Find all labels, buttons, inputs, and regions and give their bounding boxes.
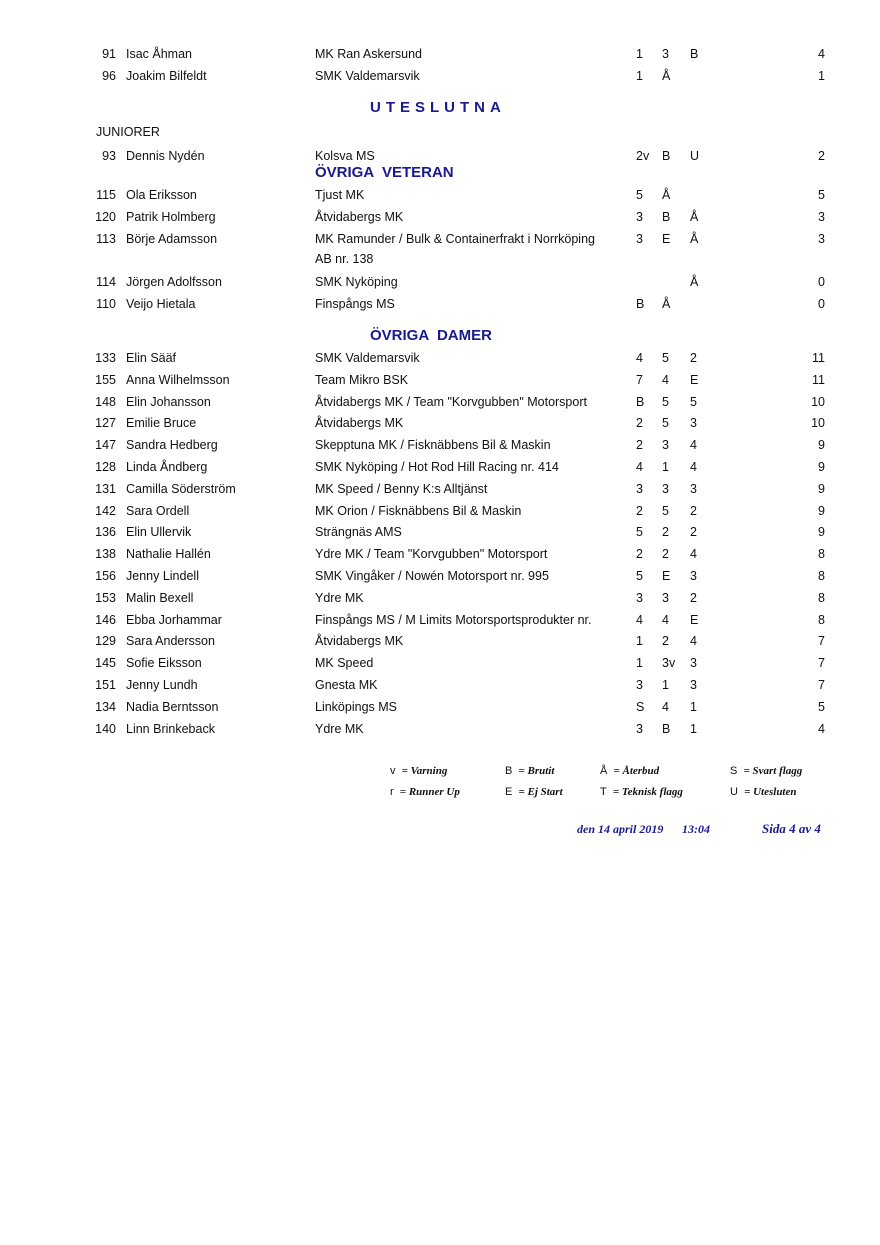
- heat-1-result: S: [636, 700, 645, 714]
- result-row: [0, 697, 880, 717]
- club-name: Ydre MK: [315, 591, 364, 605]
- result-row: [0, 479, 880, 499]
- driver-name: Jörgen Adolfsson: [126, 275, 222, 289]
- start-number: 134: [95, 700, 116, 714]
- heat-1-result: 3: [636, 210, 643, 224]
- heat-1-result: 2v: [636, 149, 650, 163]
- result-row: [0, 675, 880, 695]
- heat-1-result: 3: [636, 232, 643, 246]
- heat-3-result: 4: [690, 438, 697, 452]
- heat-2-result: 1: [662, 460, 669, 474]
- driver-name: Patrik Holmberg: [126, 210, 216, 224]
- heat-2-result: Å: [662, 69, 671, 83]
- club-name: Strängnäs AMS: [315, 525, 402, 539]
- club-name: MK Ramunder / Bulk & Containerfrakt i Norrköping: [315, 232, 595, 246]
- driver-name: Elin Sääf: [126, 351, 177, 365]
- heat-1-result: B: [636, 297, 645, 311]
- driver-name: Linda Åndberg: [126, 460, 208, 474]
- driver-name: Dennis Nydén: [126, 149, 205, 163]
- heat-2-result: 5: [662, 351, 669, 365]
- start-number: 114: [96, 275, 116, 289]
- heat-3-result: Å: [690, 232, 699, 246]
- heat-1-result: 1: [636, 656, 643, 670]
- club-name: SMK Nyköping: [315, 275, 398, 289]
- club-name: SMK Valdemarsvik: [315, 69, 420, 83]
- start-number: 110: [96, 297, 116, 311]
- total-points: 0: [818, 275, 825, 289]
- heat-2-result: E: [662, 232, 671, 246]
- club-name: Kolsva MS: [315, 149, 375, 163]
- heat-3-result: B: [690, 47, 699, 61]
- club-name: MK Speed / Benny K:s Alltjänst: [315, 482, 488, 496]
- heat-3-result: 1: [690, 700, 697, 714]
- heat-1-result: 2: [636, 547, 643, 561]
- heat-1-result: 4: [636, 351, 643, 365]
- heat-2-result: E: [662, 569, 671, 583]
- total-points: 9: [818, 482, 825, 496]
- heat-3-result: 5: [690, 395, 697, 409]
- start-number: 156: [95, 569, 116, 583]
- driver-name: Jenny Lindell: [126, 569, 199, 583]
- driver-name: Sandra Hedberg: [126, 438, 218, 452]
- heat-2-result: 5: [662, 416, 669, 430]
- result-row: [0, 44, 880, 64]
- club-name: MK Ran Askersund: [315, 47, 422, 61]
- heat-2-result: 4: [662, 613, 669, 627]
- heat-1-result: 2: [636, 416, 643, 430]
- club-name: Gnesta MK: [315, 678, 378, 692]
- heat-2-result: 5: [662, 395, 669, 409]
- heat-2-result: 2: [662, 525, 669, 539]
- start-number: 129: [95, 634, 116, 648]
- total-points: 11: [812, 351, 825, 365]
- result-row: [0, 413, 880, 433]
- total-points: 8: [818, 547, 825, 561]
- footer-page-number: Sida 4 av 4: [762, 821, 821, 836]
- heat-3-result: 4: [690, 460, 697, 474]
- driver-name: Anna Wilhelmsson: [126, 373, 230, 387]
- driver-name: Sara Andersson: [126, 634, 215, 648]
- driver-name: Börje Adamsson: [126, 232, 218, 246]
- heat-2-result: 2: [662, 547, 669, 561]
- start-number: 145: [95, 656, 116, 670]
- driver-name: Nadia Berntsson: [126, 700, 219, 714]
- total-points: 10: [811, 416, 825, 430]
- start-number: 153: [95, 591, 116, 605]
- heat-1-result: 5: [636, 525, 643, 539]
- club-name: SMK Nyköping / Hot Rod Hill Racing nr. 414: [315, 460, 559, 474]
- total-points: 0: [818, 297, 825, 311]
- heat-2-result: B: [662, 722, 671, 736]
- total-points: 1: [818, 69, 825, 83]
- driver-name: Elin Johansson: [126, 395, 211, 409]
- result-row: [0, 294, 880, 314]
- driver-name: Sofie Eiksson: [126, 656, 202, 670]
- heat-1-result: 2: [636, 438, 643, 452]
- heat-2-result: 2: [662, 634, 669, 648]
- total-points: 5: [818, 188, 825, 202]
- total-points: 7: [818, 678, 825, 692]
- heat-3-result: 3: [690, 678, 697, 692]
- legend-item: E = Ej Start: [505, 786, 563, 798]
- start-number: 127: [95, 416, 116, 430]
- start-number: 148: [95, 395, 116, 409]
- start-number: 128: [95, 460, 116, 474]
- club-name: MK Orion / Fisknäbbens Bil & Maskin: [315, 504, 522, 518]
- footer-time: 13:04: [682, 822, 710, 836]
- class-label-juniorer: JUNIORER: [96, 125, 160, 139]
- club-name: Linköpings MS: [315, 700, 397, 714]
- start-number: 91: [102, 47, 116, 61]
- legend-item: v = Varning: [390, 765, 448, 777]
- heat-1-result: 7: [636, 373, 643, 387]
- heat-2-result: 3: [662, 438, 669, 452]
- heat-3-result: Å: [690, 275, 699, 289]
- heat-3-result: 4: [690, 547, 697, 561]
- total-points: 8: [818, 569, 825, 583]
- club-name: Tjust MK: [315, 188, 365, 202]
- result-row: [0, 370, 880, 390]
- result-row: [0, 146, 880, 166]
- result-row: [0, 185, 880, 205]
- section-heading-damer: ÖVRIGA DAMER: [370, 327, 492, 344]
- heat-2-result: B: [662, 210, 671, 224]
- result-row: [0, 272, 880, 292]
- legend-item: r = Runner Up: [390, 786, 460, 798]
- result-row: [0, 544, 880, 564]
- heat-3-result: 3: [690, 569, 697, 583]
- heat-3-result: U: [690, 149, 700, 163]
- legend-item: S = Svart flagg: [730, 765, 803, 777]
- total-points: 7: [818, 634, 825, 648]
- heat-2-result: 3: [662, 591, 669, 605]
- result-row: [0, 435, 880, 455]
- club-name: Skepptuna MK / Fisknäbbens Bil & Maskin: [315, 438, 551, 452]
- heat-1-result: 1: [636, 47, 643, 61]
- start-number: 113: [96, 232, 116, 246]
- total-points: 9: [818, 438, 825, 452]
- driver-name: Veijo Hietala: [126, 297, 196, 311]
- legend-item: U = Utesluten: [730, 786, 797, 798]
- heat-3-result: E: [690, 373, 699, 387]
- start-number: 142: [95, 504, 116, 518]
- start-number: 140: [95, 722, 116, 736]
- heat-3-result: 3: [690, 482, 697, 496]
- total-points: 3: [818, 210, 825, 224]
- legend-item: Å = Återbud: [600, 765, 660, 777]
- total-points: 8: [818, 613, 825, 627]
- total-points: 3: [818, 232, 825, 246]
- heat-1-result: 3: [636, 482, 643, 496]
- result-row: [0, 588, 880, 608]
- start-number: 146: [95, 613, 116, 627]
- driver-name: Nathalie Hallén: [126, 547, 211, 561]
- heat-3-result: 4: [690, 634, 697, 648]
- section-heading-uteslutna: UTESLUTNA: [370, 99, 506, 116]
- total-points: 7: [818, 656, 825, 670]
- heat-2-result: 5: [662, 504, 669, 518]
- start-number: 136: [95, 525, 116, 539]
- club-name: Åtvidabergs MK: [315, 416, 404, 430]
- result-row: [0, 207, 880, 227]
- start-number: 151: [95, 678, 116, 692]
- legend-item: T = Teknisk flagg: [600, 786, 683, 798]
- heat-1-result: 5: [636, 188, 643, 202]
- start-number: 147: [95, 438, 116, 452]
- result-row: [0, 566, 880, 586]
- driver-name: Ola Eriksson: [126, 188, 197, 202]
- heat-3-result: 1: [690, 722, 697, 736]
- start-number: 155: [95, 373, 116, 387]
- total-points: 10: [811, 395, 825, 409]
- heat-1-result: 1: [636, 69, 643, 83]
- heat-3-result: E: [690, 613, 699, 627]
- start-number: 115: [96, 188, 116, 202]
- club-name: SMK Valdemarsvik: [315, 351, 420, 365]
- total-points: 8: [818, 591, 825, 605]
- heat-3-result: 2: [690, 591, 697, 605]
- result-row: [0, 631, 880, 651]
- heat-3-result: 2: [690, 504, 697, 518]
- result-row: [0, 522, 880, 542]
- heat-1-result: 4: [636, 460, 643, 474]
- result-row: [0, 66, 880, 86]
- club-name: Ydre MK: [315, 722, 364, 736]
- total-points: 4: [818, 47, 825, 61]
- club-name-continued: AB nr. 138: [315, 252, 374, 266]
- heat-1-result: 4: [636, 613, 643, 627]
- heat-1-result: 3: [636, 591, 643, 605]
- total-points: 9: [818, 525, 825, 539]
- heat-2-result: 4: [662, 700, 669, 714]
- heat-1-result: 2: [636, 504, 643, 518]
- driver-name: Isac Åhman: [126, 47, 193, 61]
- heat-2-result: Å: [662, 188, 671, 202]
- driver-name: Jenny Lundh: [126, 678, 198, 692]
- total-points: 2: [818, 149, 825, 163]
- footer-date: den 14 april 2019: [577, 822, 664, 836]
- heat-1-result: 3: [636, 678, 643, 692]
- driver-name: Emilie Bruce: [126, 416, 197, 430]
- result-row: [0, 229, 880, 269]
- driver-name: Sara Ordell: [126, 504, 190, 518]
- heat-2-result: 3v: [662, 656, 676, 670]
- total-points: 9: [818, 504, 825, 518]
- driver-name: Ebba Jorhammar: [126, 613, 222, 627]
- start-number: 93: [102, 149, 116, 163]
- result-row: [0, 719, 880, 739]
- result-row: [0, 457, 880, 477]
- total-points: 5: [818, 700, 825, 714]
- start-number: 120: [95, 210, 116, 224]
- club-name: MK Speed: [315, 656, 374, 670]
- heat-3-result: 3: [690, 656, 697, 670]
- heat-1-result: B: [636, 395, 645, 409]
- heat-2-result: 1: [662, 678, 669, 692]
- total-points: 4: [818, 722, 825, 736]
- section-heading-veteran: ÖVRIGA VETERAN: [315, 164, 454, 181]
- start-number: 96: [102, 69, 116, 83]
- club-name: SMK Vingåker / Nowén Motorsport nr. 995: [315, 569, 549, 583]
- club-name: Åtvidabergs MK: [315, 634, 404, 648]
- club-name: Finspångs MS: [315, 297, 395, 311]
- start-number: 138: [95, 547, 116, 561]
- start-number: 131: [95, 482, 116, 496]
- club-name: Finspångs MS / M Limits Motorsportsprodukter nr.: [315, 613, 592, 627]
- heat-2-result: Å: [662, 297, 671, 311]
- heat-3-result: Å: [690, 210, 699, 224]
- result-row: [0, 392, 880, 412]
- total-points: 11: [812, 373, 825, 387]
- club-name: Ydre MK / Team "Korvgubben" Motorsport: [315, 547, 548, 561]
- heat-1-result: 1: [636, 634, 643, 648]
- heat-3-result: 3: [690, 416, 697, 430]
- driver-name: Joakim Bilfeldt: [126, 69, 207, 83]
- total-points: 9: [818, 460, 825, 474]
- driver-name: Camilla Söderström: [126, 482, 236, 496]
- start-number: 133: [95, 351, 116, 365]
- heat-2-result: B: [662, 149, 671, 163]
- driver-name: Linn Brinkeback: [126, 722, 215, 736]
- result-row: [0, 653, 880, 673]
- heat-2-result: 3: [662, 482, 669, 496]
- result-row: [0, 501, 880, 521]
- heat-1-result: 5: [636, 569, 643, 583]
- heat-2-result: 4: [662, 373, 669, 387]
- club-name: Åtvidabergs MK / Team "Korvgubben" Motorsport: [315, 395, 587, 409]
- driver-name: Malin Bexell: [126, 591, 194, 605]
- heat-1-result: 3: [636, 722, 643, 736]
- result-row: [0, 610, 880, 630]
- heat-2-result: 3: [662, 47, 669, 61]
- club-name: Team Mikro BSK: [315, 373, 409, 387]
- club-name: Åtvidabergs MK: [315, 210, 404, 224]
- legend-item: B = Brutit: [505, 765, 555, 777]
- driver-name: Elin Ullervik: [126, 525, 192, 539]
- heat-3-result: 2: [690, 351, 697, 365]
- result-row: [0, 348, 880, 368]
- heat-3-result: 2: [690, 525, 697, 539]
